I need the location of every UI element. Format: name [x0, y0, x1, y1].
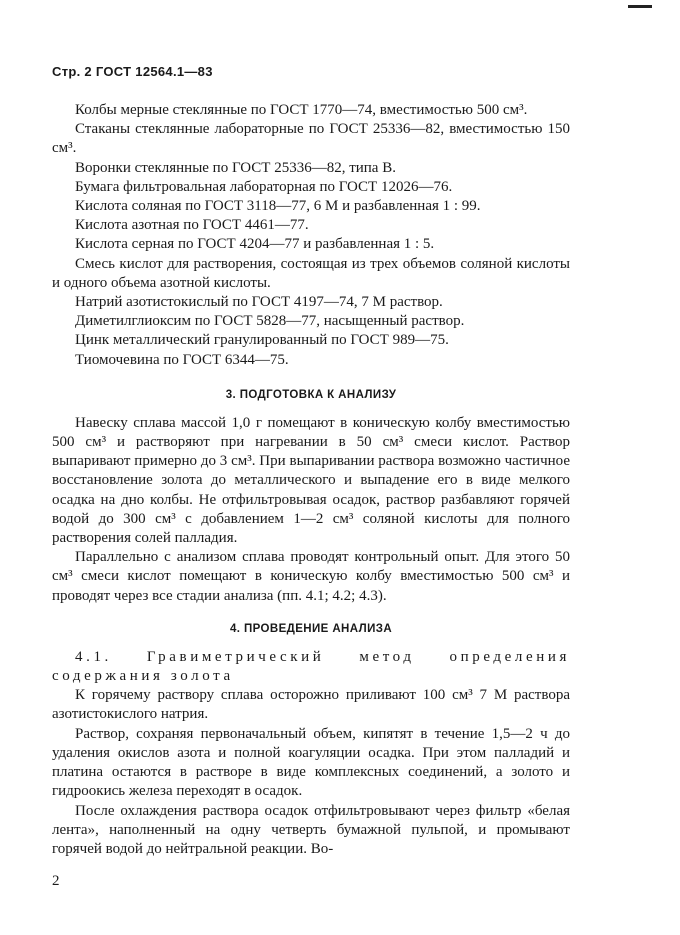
section-3-paragraph: Навеску сплава массой 1,0 г помещают в коническую колбу вместимостью 500 см³ и растворяют при нагревании в 50 см³ смеси кислот. Раствор выпаривают примерно до 3 см³. При выпаривании раствора возможно частичное восстановление золота до металлического и выпадение его в виде мелкого осадка на дно колбы. Не отфильтровывая осадок, раствор разбавляют горячей водой до 300 см³ с добавлением 1—2 см³ соляной кислоты для полного растворения солей палладия. [52, 414, 570, 547]
reagent-item: Тиомочевина по ГОСТ 6344—75. [75, 351, 289, 368]
section-4-paragraph: Раствор, сохраняя первоначальный объем, кипятят в течение 1,5—2 ч до удаления окислов азота и полной коагуляции осадка. При этом палладий и платина остаются в растворе в виде комплексных соединений, а золото и гидроокись железа переходят в осадок. [52, 725, 570, 800]
reagent-list [52, 101, 570, 370]
reagent-item: Кислота азотная по ГОСТ 4461—77. [75, 217, 309, 234]
reagent-item: Колбы мерные стеклянные по ГОСТ 1770—74, вместимостью 500 см³. [75, 102, 528, 118]
section-4-paragraph: После охлаждения раствора осадок отфильтровывают через фильтр «белая лента», наполненный на одну четверть бумажной пульпой, и промывают горячей водой до нейтральной реакции. Во- [52, 802, 570, 857]
page-body [52, 101, 570, 859]
reagent-item: Смесь кислот для растворения, состоящая из трех объемов соляной кислоты и одного объема азотной кислоты. [52, 255, 570, 291]
reagent-item: Цинк металлический гранулированный по ГОСТ 989—75. [75, 332, 449, 349]
reagent-item: Диметилглиоксим по ГОСТ 5828—77, насыщенный раствор. [75, 313, 465, 330]
reagent-item: Бумага фильтровальная лабораторная по ГОСТ 12026—76. [75, 178, 453, 195]
reagent-item: Кислота соляная по ГОСТ 3118—77, 6 М и разбавленная 1 : 99. [75, 198, 481, 215]
reagent-item: Воронки стеклянные по ГОСТ 25336—82, типа В. [75, 159, 396, 176]
section-3-heading: 3. ПОДГОТОВКА К АНАЛИЗУ [225, 388, 397, 401]
page-number: 2 [52, 873, 60, 889]
corner-mark [628, 5, 652, 8]
subsection-4-1-title: 4.1. Гравиметрический метод определения содержания золота [52, 648, 570, 685]
section-4-heading: 4. ПРОВЕДЕНИЕ АНАЛИЗА [229, 622, 393, 635]
section-3-paragraph: Параллельно с анализом сплава проводят контрольный опыт. Для этого 50 см³ смеси кислот помещают в коническую колбу вместимостью 500 см³ и проводят через все стадии анализа (пп. 4.1; 4.2; 4.3). [52, 549, 570, 604]
reagent-item: Стаканы стеклянные лабораторные по ГОСТ 25336—82, вместимостью 150 см³. [52, 121, 570, 157]
reagent-item: Кислота серная по ГОСТ 4204—77 и разбавленная 1 : 5. [75, 236, 435, 253]
reagent-item: Натрий азотистокислый по ГОСТ 4197—74, 7 М раствор. [75, 294, 443, 311]
page-header: Стр. 2 ГОСТ 12564.1—83 [52, 64, 213, 79]
section-4-paragraph: К горячему раствору сплава осторожно приливают 100 см³ 7 М раствора азотистокислого натрия. [52, 687, 570, 723]
